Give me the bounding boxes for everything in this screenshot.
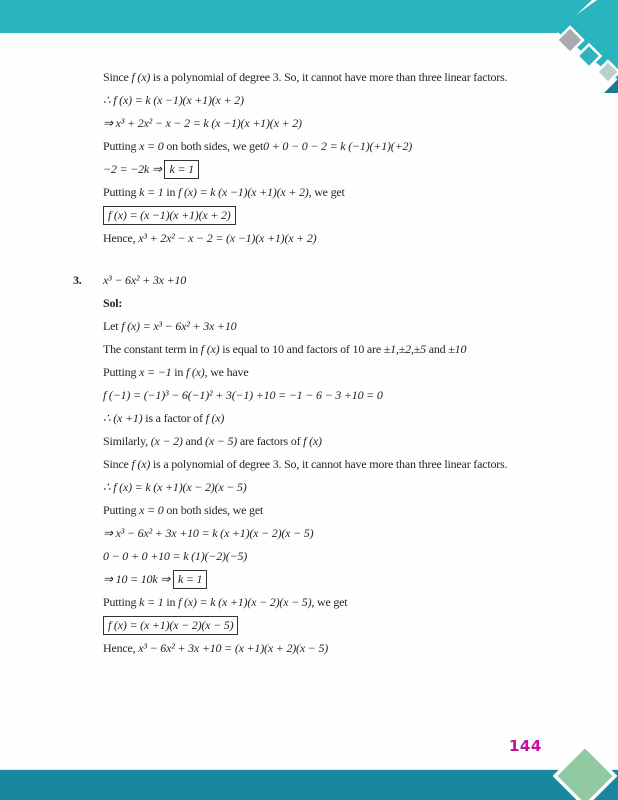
text-run: Let [103,319,122,333]
text-run: Putting [103,595,140,609]
math-expression: k = 1 [139,185,164,199]
math-expression: f (x) [131,70,151,84]
math-expression: f (x) [131,457,151,471]
bottom-border-ornament [0,738,618,800]
text-run: are factors of [237,434,304,448]
solution-line [103,112,598,135]
text-run: on both sides, we get [163,139,264,153]
text-run: on both sides, we get [163,503,264,517]
solution-line [103,614,598,637]
text-run: in [171,365,186,379]
text-run: in [163,185,179,199]
solution-line [103,476,598,499]
top-band [0,0,592,33]
text-run: Hence, [103,641,139,655]
boxed-result: k = 1 [164,160,198,179]
solution-line [103,361,598,384]
bottom-band [0,770,618,800]
solution-line [103,568,598,591]
solution-line [103,522,598,545]
boxed-result: f (x) = (x −1)(x +1)(x + 2) [103,206,236,225]
item-number: 3. [73,273,82,287]
text-run: and [425,342,449,356]
math-expression: x³ − 6x² + 3x +10 = (x +1)(x + 2)(x − 5) [138,641,329,655]
math-expression: f (x) [205,411,225,425]
text-run: Putting [103,139,140,153]
math-expression: 0 − 0 + 0 +10 = k (1)(−2)(−5) [103,549,248,563]
boxed-result: k = 1 [173,570,207,589]
math-expression: f (x) [303,434,322,448]
text-run: Hence, [103,231,139,245]
text-run: is equal to 10 and factors of 10 are [219,342,384,356]
text-run: Since [103,457,132,471]
math-expression: f (x) = k (x +1)(x − 2)(x − 5) [178,595,312,609]
math-expression: f (−1) = (−1)³ − 6(−1)² + 3(−1) +10 = −1 − 6 − 3 +10 = 0 [103,388,383,402]
math-expression: (x − 2) [150,434,183,448]
text-run: Putting [103,503,140,517]
text-run: , we have [204,365,249,379]
solution-line [103,292,598,315]
math-expression: ⇒ 10 = 10k ⇒ [103,572,173,586]
solution-line [103,315,598,338]
text-run: Putting [103,365,140,379]
math-expression: ±10 [448,342,467,356]
content-area [73,66,598,660]
math-expression: ∴ f (x) = k (x +1)(x − 2)(x − 5) [103,480,247,494]
text-run: and [182,434,206,448]
text-run: , we get [311,595,348,609]
solution-line [103,89,598,112]
math-expression: 0 + 0 − 0 − 2 = k (−1)(+1)(+2) [263,139,413,153]
solution-line [103,407,598,430]
math-expression: ∴ f (x) = k (x −1)(x +1)(x + 2) [103,93,244,107]
math-expression: −2 = −2k ⇒ [103,162,165,176]
solution-line [103,637,598,660]
math-expression: ⇒ x³ − 6x² + 3x +10 = k (x +1)(x − 2)(x − 5) [103,526,314,540]
math-expression: ⇒ x³ + 2x² − x − 2 = k (x −1)(x +1)(x + 2) [103,116,302,130]
text-run: Since [103,70,132,84]
solution-line [103,181,598,204]
math-expression: f (x) = x³ − 6x² + 3x +10 [121,319,237,333]
text-run: The constant term in [103,342,201,356]
math-expression: f (x) [200,342,220,356]
text-run: Similarly, [103,434,151,448]
math-expression: ∴ (x +1) [103,411,143,425]
solution-line [103,499,598,522]
solution-line [103,430,598,453]
solution-line [103,66,598,89]
solution-line [73,269,598,292]
solution-line [103,384,598,407]
solution-line [103,204,598,227]
text-run: is a polynomial of degree 3. So, it cannot have more than three linear factors. [150,70,508,84]
math-expression: x = −1 [139,365,172,379]
math-expression: k = 1 [139,595,164,609]
text-run: , we get [308,185,345,199]
math-expression: f (x) = k (x −1)(x +1)(x + 2) [178,185,309,199]
solution-line [103,338,598,361]
math-expression: ±1,±2,±5 [383,342,426,356]
bold-label: Sol: [103,296,123,310]
text-run: in [163,595,179,609]
solution-line [103,545,598,568]
boxed-result: f (x) = (x +1)(x − 2)(x − 5) [103,616,238,635]
solution-line [103,158,598,181]
text-run: Putting [103,185,140,199]
math-expression: f (x) [185,365,205,379]
math-expression: (x − 5) [205,434,238,448]
math-expression: x³ + 2x² − x − 2 = (x −1)(x +1)(x + 2) [138,231,317,245]
math-expression: x = 0 [139,503,164,517]
page-number: 144 [509,737,542,755]
text-run: is a polynomial of degree 3. So, it cannot have more than three linear factors. [150,457,508,471]
math-expression: x = 0 [139,139,164,153]
solution-line [103,591,598,614]
text-run: is a factor of [142,411,206,425]
solution-line [103,453,598,476]
math-expression: x³ − 6x² + 3x +10 [103,273,187,287]
solution-line [103,227,598,250]
solution-line [103,135,598,158]
